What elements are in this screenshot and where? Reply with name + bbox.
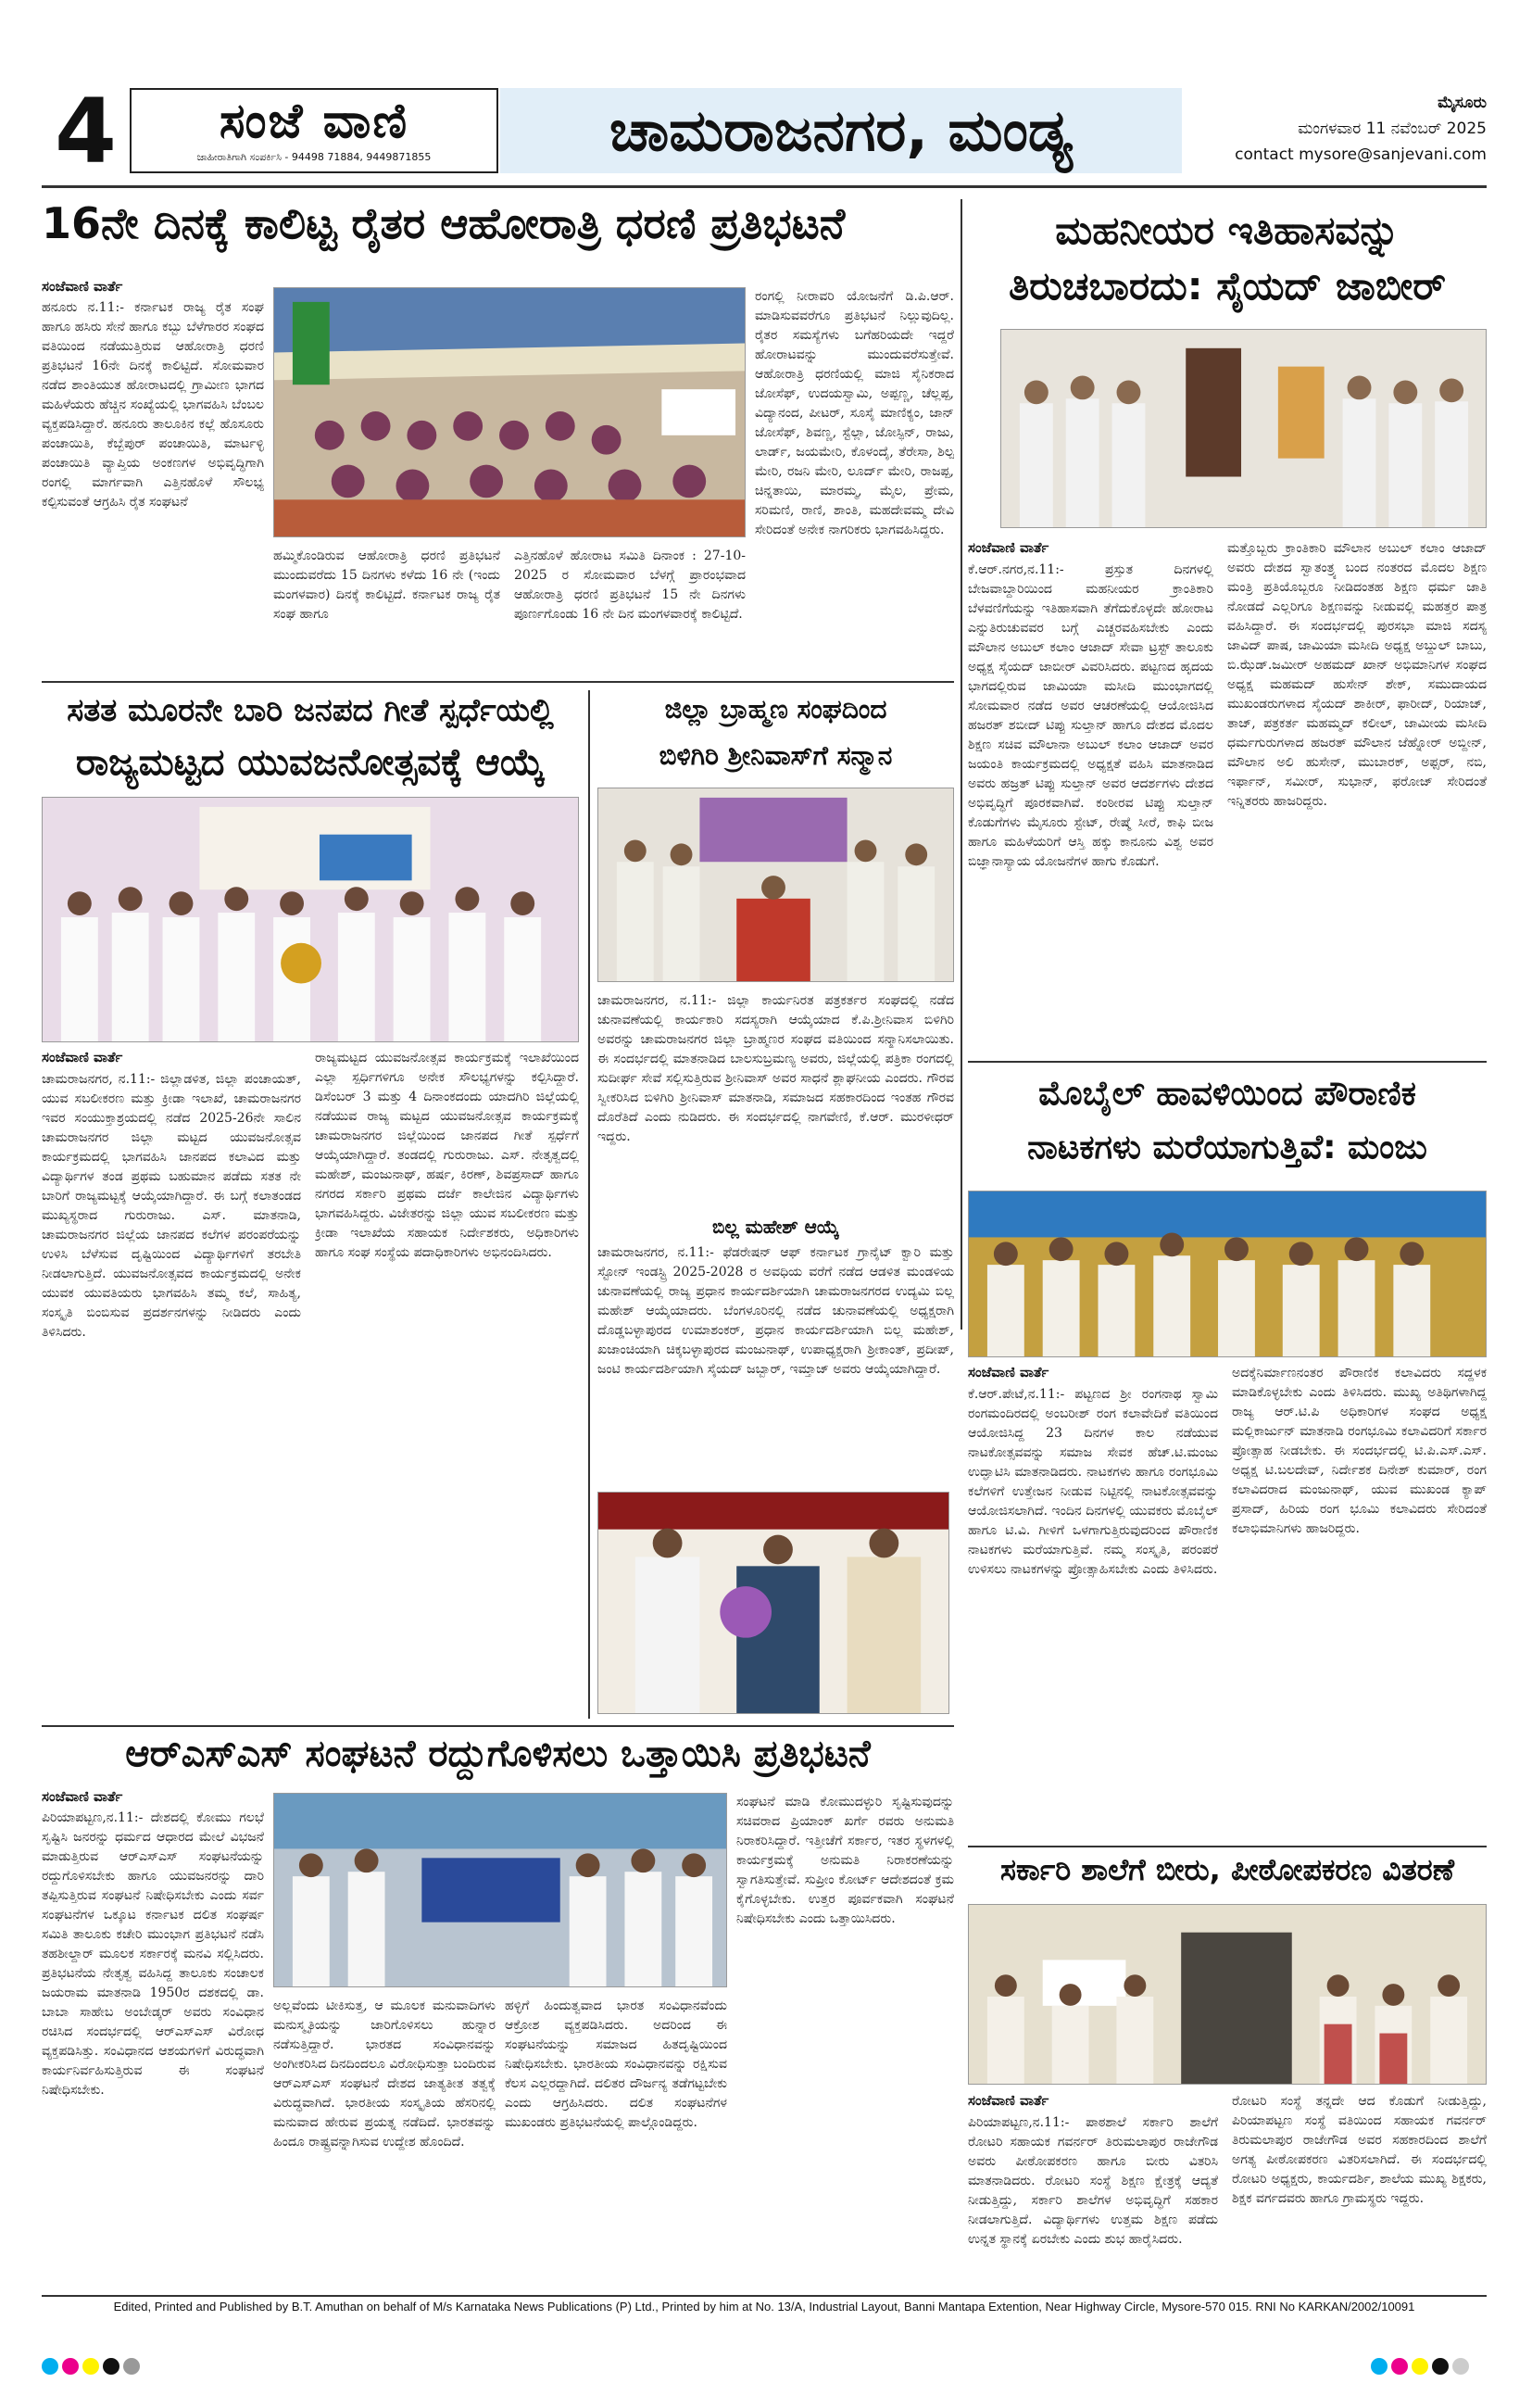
mobile-col2: ಅದಕ್ಕೆನಿರ್ಮಾಣನಂತರ ಪೌರಾಣಿಕ ಕಲಾವಿದರು ಸದ್ದಳಕ ಮಾಡಿಕೊಳ್ಳಬೇಕು ಎಂದು ತಿಳಿಸಿದರು. ಮುಖ್ಯ ಅತಿಥಿಗಳಾಗಿದ್ದ ರಾಜ್ಯ ಆರ್.ಟಿ.ಪಿ ಅಧಿಕಾರಿಗಳ ಸಂಘದ ಅಧ್ಯಕ್ಷ ಮಲ್ಲಿಕಾರ್ಜುನ್ ಮಾತನಾಡಿ ರಂಗಭೂಮಿ ಕಲಾವಿದರಿಗೆ ಸರ್ಕಾರ ಪ್ರೋತ್ಸಾಹ ನೀಡಬೇಕು. ಈ ಸಂದರ್ಭದಲ್ಲಿ ಟಿ.ಪಿ.ಎಸ್.ಎಸ್. ಅಧ್ಯಕ್ಷ ಟಿ.ಬಲದೇವ್, ನಿರ್ದೇಶಕ ದಿನೇಶ್ ಕುಮಾರ್, ರಂಗ ಕಲಾವಿದರಾದ ಮಂಜುನಾಥ್, ಯುವ ಮುಖಂಡ ಕ್ಯಾಪ್ ಪ್ರಸಾದ್, ಹಿರಿಯ ರಂಗ ಭೂಮಿ ಕಲಾವಿದರು ಸೇರಿದಂತೆ ಕಲಾಭಿಮಾನಿಗಳು ಹಾಜರಿದ್ದರು. [1232,1366,1487,1536]
footer-rule [42,2295,1487,2297]
reg-mark [82,2358,99,2375]
mahesh-headline: ಬಿಲ್ಲ ಮಹೇಶ್ ಆಯ್ಕೆ [712,1216,839,1238]
farmers-col4: ರಂಗಲ್ಲಿ ನೀರಾವರಿ ಯೋಜನೆಗೆ ಡಿ.ಪಿ.ಆರ್. ಮಾಡಿಸುವವರೆಗೂ ಪ್ರತಿಭಟನೆ ನಿಲ್ಲುವುದಿಲ್ಲ. ರೈತರ ಸಮಸ್ಯೆಗಳು ಬಗೆಹರಿಯದೇ ಇದ್ದರೆ ಹೋರಾಟವನ್ನು ಮುಂದುವರೆಸುತ್ತೇವೆ. ಆಹೋರಾತ್ರಿ ಧರಣಿಯಲ್ಲಿ ಮಾಜಿ ಸೈನಿಕರಾದ ಜೋಸೆಫ್, ಉದಯಸ್ವಾಮಿ, ಅಪ್ಪಣ್ಣ, ಚೆಲ್ಲಪ್ಪ, ವಿದ್ಯಾನಂದ, ಪೀಟರ್, ಸೂಸೈ ಮಾಣಿಕ್ಯಂ, ಜಾನ್ ಜೋಸೆಫ್, ಶಿವಣ್ಣ, ಸ್ಟೆಲ್ಲಾ, ಜೋಸ್ಫಿನ್, ರಾಜು, ಲಾರ್ಡ್, ಜಯಮೇರಿ, ಕೊಳಂದೈ, ತೆರೇಸಾ, ಶಿಲ್ಪ ಮೇರಿ, ರಜನಿ ಮೇರಿ, ಲೂರ್ದ್ ಮೇರಿ, ರಾಜಪ್ಪ, ಚಿನ್ನತಾಯಿ, ಮಾರಮ್ಮ, ಮೈಲ, ಪ್ರೇಮ, ಸರಿಮಣಿ, ರಾಣಿ, ಶಾಂತಿ, ಮಹದೇವಮ್ಮ ದೇವಿ ಸೇರಿದಂತೆ ಅನೇಕ ನಾಗರಿಕರು ಭಾಗವಹಿಸಿದ್ದರು. [755,289,954,537]
farmers-col3: ಎತ್ತಿನಹೊಳೆ ಹೋರಾಟ ಸಮಿತಿ ದಿನಾಂಕ : 27-10-2025 ರ ಸೋಮವಾರ ಬೆಳಗ್ಗೆ ಪ್ರಾರಂಭವಾದ ಆಹೋರಾತ್ರಿ ಧರಣಿ ಪ್ರತಿಭಟನೆ 15 ನೇ ದಿನಗಳು ಪೂರ್ಣಗೊಂಡು 16 ನೇ ದಿನ ಮಂಗಳವಾರಕ್ಕೆ ಕಾಲಿಟ್ಟಿದೆ. [514,548,746,622]
mobile-col1: ಕೆ.ಆರ್.ಪೇಟೆ,ನ.11:- ಪಟ್ಟಣದ ಶ್ರೀ ರಂಗನಾಥ ಸ್ವಾಮಿ ರಂಗಮಂದಿರದಲ್ಲಿ ಅಂಬರೀಶ್ ರಂಗ ಕಲಾವೇದಿಕೆ ವತಿಯಿಂದ ಆಯೋಜಿಸಿದ್ದ 23 ದಿನಗಳ ಕಾಲ ನಡೆಯುವ ನಾಟಕೋತ್ಸವವನ್ನು ಸಮಾಜ ಸೇವಕ ಹೆಚ್.ಟಿ.ಮಂಜು ಉದ್ಘಾಟಿಸಿ ಮಾತನಾಡಿದರು. ನಾಟಕಗಳು ಹಾಗೂ ರಂಗಭೂಮಿ ಕಲೆಗಳಿಗೆ ಉತ್ತೇಜನ ನೀಡುವ ನಿಟ್ಟಿನಲ್ಲಿ ನಾಟಕೋತ್ಸವವನ್ನು ಆಯೋಜಿಸಲಾಗಿದೆ. ಇಂದಿನ ದಿನಗಳಲ್ಲಿ ಯುವಕರು ಮೊಬೈಲ್ ಹಾಗೂ ಟಿ.ವಿ. ಗೀಳಿಗೆ ಒಳಗಾಗುತ್ತಿರುವುದರಿಂದ ಪೌರಾಣಿಕ ನಾಟಕಗಳು ಮರೆಯಾಗುತ್ತಿವೆ. ನಮ್ಮ ಸಂಸ್ಕೃತಿ, ಪರಂಪರೆ ಉಳಿಸಲು ನಾಟಕಗಳನ್ನು ಪ್ರೋತ್ಸಾಹಿಸಬೇಕು ಎಂದು ತಿಳಿಸಿದರು. [968,1387,1218,1577]
reg-mark [1391,2358,1408,2375]
section-rule-3 [42,1725,954,1727]
mobile-byline: ಸಂಜೆವಾಣಿ ವಾರ್ತೆ [968,1364,1049,1381]
syed-headline-2: ತಿರುಚಬಾರದು: ಸೈಯದ್ ಜಾಬೀರ್ [1008,263,1447,309]
reg-mark [42,2358,58,2375]
mahesh-body: ಚಾಮರಾಜನಗರ, ನ.11:- ಫೆಡರೇಷನ್ ಆಫ್ ಕರ್ನಾಟಕ ಗ್ರಾನೈಟ್ ಕ್ವಾರಿ ಮತ್ತು ಸ್ಟೋನ್ ಇಂಡಸ್ಟ್ರಿ 2025-2028 ರ ಅವಧಿಯ ವರೆಗೆ ನಡೆದ ಆಡಳಿತ ಮಂಡಳಿಯ ಚುನಾವಣೆಯಲ್ಲಿ ರಾಜ್ಯ ಪ್ರಧಾನ ಕಾರ್ಯದರ್ಶಿಯಾಗಿ ಚಾಮರಾಜನಗರದ ಉದ್ಯಮಿ ಬಿಲ್ಲ ಮಹೇಶ್ ಆಯ್ಕೆಯಾದರು. ಬೆಂಗಳೂರಿನಲ್ಲಿ ನಡೆದ ಚುನಾವಣೆಯಲ್ಲಿ ಅಧ್ಯಕ್ಷರಾಗಿ ದೊಡ್ಡಬಳ್ಳಾಪುರದ ಉಮಾಶಂಕರ್, ಪ್ರಧಾನ ಕಾರ್ಯದರ್ಶಿಯಾಗಿ ಬಿಲ್ಲ ಮಹೇಶ್, ಖಜಾಂಚಿಯಾಗಿ ಚಿಕ್ಕಬಳ್ಳಾಪುರದ ಮಂಜುನಾಥ್, ಉಪಾಧ್ಯಕ್ಷರಾಗಿ ಶ್ರೀಕಾಂತ್, ಪ್ರದೀಪ್, ಜಂಟಿ ಕಾರ್ಯದರ್ಶಿಯಾಗಿ ಸೈಯದ್ ಜಬ್ಬಾರ್, ಇಮ್ತಾಜ್ ಅವರು ಆಯ್ಕೆಯಾಗಿದ್ದಾರೆ. [597,1245,954,1377]
syed-byline: ಸಂಜೆವಾಣಿ ವಾರ್ತೆ [968,539,1049,556]
rss-col2: ಅಲ್ಲವೆಂದು ಟೀಕಿಸುತ್ತ, ಆ ಮೂಲಕ ಮನುವಾದಿಗಳು ಮನುಸ್ಮೃತಿಯನ್ನು ಜಾರಿಗೊಳಿಸಲು ಹುನ್ನಾರ ನಡೆಸುತ್ತಿದ್ದಾರೆ. ಭಾರತದ ಸಂವಿಧಾನವನ್ನು ಅಂಗೀಕರಿಸಿದ ದಿನದಿಂದಲೂ ವಿರೋಧಿಸುತ್ತಾ ಬಂದಿರುವ ಆರ್‌ಎಸ್‌ಎಸ್ ಸಂಘಟನೆ ದೇಶದ ಜಾತ್ಯತೀತ ತತ್ವಕ್ಕೆ ವಿರುದ್ಧವಾಗಿದೆ. ಭಾರತೀಯ ಸಂಸ್ಕೃತಿಯ ಹೆಸರಿನಲ್ಲಿ ಮನುವಾದ ಹೇರುವ ಪ್ರಯತ್ನ ನಡೆದಿದೆ. ಭಾರತವನ್ನು ಹಿಂದೂ ರಾಷ್ಟ್ರವನ್ನಾಗಿಸುವ ಉದ್ದೇಶ ಹೊಂದಿದೆ. [273,1998,496,2150]
column-divider-2 [588,690,590,1719]
mobile-photo [968,1191,1487,1357]
syed-headline-1: ಮಹನೀಯರ ಇತಿಹಾಸವನ್ನು [1055,208,1400,253]
school-col2: ರೋಟರಿ ಸಂಸ್ಥೆ ತನ್ನದೇ ಆದ ಕೊಡುಗೆ ನೀಡುತ್ತಿದ್ದು, ಪಿರಿಯಾಪಟ್ಟಣ ಸಂಸ್ಥೆ ವತಿಯಿಂದ ಸಹಾಯಕ ಗವರ್ನರ್ ತಿರುಮಲಾಪುರ ರಾಜೇಗೌಡ ಅವರ ಸಹಕಾರದಿಂದ ಶಾಲೆಗೆ ಅಗತ್ಯ ಪೀಠೋಪಕರಣ ವಿತರಿಸಲಾಗಿದೆ. ಈ ಸಂದರ್ಭದಲ್ಲಿ ರೋಟರಿ ಅಧ್ಯಕ್ಷರು, ಕಾರ್ಯದರ್ಶಿ, ಶಾಲೆಯ ಮುಖ್ಯ ಶಿಕ್ಷಕರು, ಶಿಕ್ಷಕ ವರ್ಗದವರು ಹಾಗೂ ಗ್ರಾಮಸ್ಥರು ಇದ್ದರು. [1232,2094,1487,2206]
reg-mark [1432,2358,1449,2375]
syed-photo [1000,329,1487,528]
page-number: 4 [55,80,117,183]
farmers-byline: ಸಂಜೆವಾಣಿ ವಾರ್ತೆ [42,278,123,295]
brahmin-body: ಚಾಮರಾಜನಗರ, ನ.11:- ಜಿಲ್ಲಾ ಕಾರ್ಯನಿರತ ಪತ್ರಕರ್ತರ ಸಂಘದಲ್ಲಿ ನಡೆದ ಚುನಾವಣೆಯಲ್ಲಿ ಕಾರ್ಯಕಾರಿ ಸದಸ್ಯರಾಗಿ ಆಯ್ಕೆಯಾದ ಕೆ.ಪಿ.ಶ್ರೀನಿವಾಸ ಬಿಳಿಗಿರಿ ಅವರನ್ನು ಚಾಮರಾಜನಗರ ಜಿಲ್ಲಾ ಬ್ರಾಹ್ಮಣರ ಸಂಘದ ವತಿಯಿಂದ ಸನ್ಮಾನಿಸಲಾಯಿತು. ಈ ಸಂದರ್ಭದಲ್ಲಿ ಮಾತನಾಡಿದ ಬಾಲಸುಬ್ರಮಣ್ಯ ಅವರು, ಜಿಲ್ಲೆಯಲ್ಲಿ ಪತ್ರಿಕಾ ರಂಗದಲ್ಲಿ ಸುದೀರ್ಘ ಸೇವೆ ಸಲ್ಲಿಸುತ್ತಿರುವ ಶ್ರೀನಿವಾಸ್ ಅವರ ಸಾಧನೆ ಶ್ಲಾಘನೀಯ ಎಂದರು. ಗೌರವ ಸ್ವೀಕರಿಸಿದ ಬಿಳಿಗಿರಿ ಶ್ರೀನಿವಾಸ್ ಮಾತನಾಡಿ, ಸಮಾಜದ ಸಹಕಾರದಿಂದ ಇಂತಹ ಗೌರವ ದೊರೆತಿದೆ ಎಂದು ನುಡಿದರು. ಈ ಸಂದರ್ಭದಲ್ಲಿ ನಾಗವೇಣಿ, ಕೆ.ಆರ್. ಮುರಳೀಧರ್ ಇದ್ದರು. [597,993,954,1144]
mobile-headline-1: ಮೊಬೈಲ್ ಹಾವಳಿಯಿಂದ ಪೌರಾಣಿಕ [1038,1075,1416,1113]
registration-marks-left [42,2358,144,2378]
rss-headline: ಆರ್‌ಎಸ್‌ಎಸ್ ಸಂಘಟನೆ ರದ್ದುಗೊಳಿಸಲು ಒತ್ತಾಯಿಸಿ ಪ್ರತಿಭಟನೆ [125,1733,871,1775]
header-rule [42,185,1487,188]
folk-photo [42,797,579,1042]
masthead [130,88,498,173]
folk-headline-1: ಸತತ ಮೂರನೇ ಬಾರಿ ಜನಪದ ಗೀತೆ ಸ್ಪರ್ಧೆಯಲ್ಲಿ [67,692,554,729]
folk-headline-2: ರಾಜ್ಯಮಟ್ಟದ ಯುವಜನೋತ್ಸವಕ್ಕೆ ಆಯ್ಕೆ [75,741,546,784]
ad-contact: ಜಾಹೀರಾತಿಗಾಗಿ ಸಂಪರ್ಕಿಸಿ - 94498 71884, 9449871855 [196,151,432,163]
mahesh-photo [597,1492,949,1714]
school-byline: ಸಂಜೆವಾಣಿ ವಾರ್ತೆ [968,2092,1049,2109]
footer-imprint: Edited, Printed and Published by B.T. Amuthan on behalf of M/s Karnataka News Publications (P) Ltd., Printed by him at No. 13/A, Industrial Layout, Banni Mantapa Extention, Near Highway Circle, Mysore-570 015. RNI No KARKAN/2002/10091 [113,2300,1415,2313]
section-rule-4 [968,1846,1487,1847]
reg-mark [1371,2358,1388,2375]
reg-mark [62,2358,79,2375]
farmers-headline: 16ನೇ ದಿನಕ್ಕೆ ಕಾಲಿಟ್ಟ ರೈತರ ಆಹೋರಾತ್ರಿ ಧರಣಿ ಪ್ರತಿಭಟನೆ [42,198,846,248]
farmers-col2: ಹಮ್ಮಿಕೊಂಡಿರುವ ಆಹೋರಾತ್ರಿ ಧರಣಿ ಪ್ರತಿಭಟನೆ ಮುಂದುವರೆದು 15 ದಿನಗಳು ಕಳೆದು 16 ನೇ (ಇಂದು ಮಂಗಳವಾರ) ದಿನಕ್ಕೆ ಕಾಲಿಟ್ಟಿದೆ. ಕರ್ನಾಟಕ ರಾಜ್ಯ ರೈತ ಸಂಘ ಹಾಗೂ [273,548,500,622]
syed-col1: ಕೆ.ಆರ್.ನಗರ,ನ.11:- ಪ್ರಸ್ತುತ ದಿನಗಳಲ್ಲಿ ಬೇಜವಾಬ್ದಾರಿಯಿಂದ ಮಹನೀಯರ ಕ್ರಾಂತಿಕಾರಿ ಬೆಳವಣಿಗೆಯನ್ನು ಇತಿಹಾಸವಾಗಿ ತೆಗೆದುಕೊಳ್ಳದೇ ಹೋರಾಟ ಎನ್ನುತಿರುಚುವವರ ಬಗ್ಗೆ ಎಚ್ಚರವಹಿಸಬೇಕು ಎಂದು ಮೌಲಾನ ಅಬುಲ್ ಕಲಾಂ ಆಜಾದ್ ಸೇವಾ ಟ್ರಸ್ಟ್ ತಾಲೂಕು ಅಧ್ಯಕ್ಷ ಸೈಯದ್ ಜಾಬೀರ್ ವಿವರಿಸಿದರು. ಪಟ್ಟಣದ ಹೃದಯ ಭಾಗದಲ್ಲಿರುವ ಜಾಮಿಯಾ ಮಸೀದಿ ಮುಂಭಾಗದಲ್ಲಿ ಸೋಮವಾರ ನಡೆದ ಅವರ ಆಚರಣೆಯಲ್ಲಿ ಆಯೋಜಿಸಿದ ಹಜರತ್ ಶಬೀದ್ ಟಿಪ್ಪು ಸುಲ್ತಾನ್ ಹಾಗೂ ದೇಶದ ಮೊದಲ ಶಿಕ್ಷಣ ಸಚಿವ ಮೌಲಾನಾ ಅಬುಲ್ ಕಲಾಂ ಆಜಾದ್ ಅವರ ಜಯಂತಿ ಕಾರ್ಯಕ್ರಮದಲ್ಲಿ ಅಧ್ಯಕ್ಷತೆ ವಹಿಸಿ ಮಾತನಾಡಿದ ಅವರು ಹಜ್ರತ್ ಟಿಪ್ಪು ಸುಲ್ತಾನ್ ಅವರ ಆದರ್ಶಗಳು ದೇಶದ ಅಭಿವೃದ್ಧಿಗೆ ಪೂರಕವಾಗಿವೆ. ಕಂಠೀರವ ಟಿಪ್ಪು ಸುಲ್ತಾನ್ ಕೊಡುಗೆಗಳು ಮೈಸೂರು ಸ್ಟೇಟ್, ರೇಷ್ಮೆ ಸೀರೆ, ಕಾಫಿ ಬೀಜ ಹಾಗೂ ಮಹಿಳೆಯರಿಗೆ ಆಸ್ತಿ ಹಕ್ಕು ಕಾನೂನು ವಿಶ್ವ ಅವರ ಬಿಜ್ಞಾನಾಸ್ಯಾಯ ಯೋಜನೆಗಳ ಹಾಗು ಕೊಡುಗೆ. [968,562,1213,869]
school-photo [968,1904,1487,2085]
date: ಮಂಗಳವಾರ 11 ನವೆಂಬರ್ 2025 [1298,120,1487,138]
farmers-col1: ಹನೂರು ನ.11:- ಕರ್ನಾಟಕ ರಾಜ್ಯ ರೈತ ಸಂಘ ಹಾಗೂ ಹಸಿರು ಸೇನೆ ಹಾಗೂ ಕಬ್ಬು ಬೆಳೆಗಾರರ ಸಂಘದ ವತಿಯಿಂದ ನಡೆಯುತ್ತಿರುವ ಆಹೋರಾತ್ರಿ ಧರಣಿ ಪ್ರತಿಭಟನೆ 16ನೇ ದಿನಕ್ಕೆ ಕಾಲಿಟ್ಟಿದೆ. ಸೋಮವಾರ ನಡೆದ ಶಾಂತಿಯುತ ಹೋರಾಟದಲ್ಲಿ ಗ್ರಾಮೀಣ ಭಾಗದ ಮಹಿಳೆಯರು ಹೆಚ್ಚಿನ ಸಂಖ್ಯೆಯಲ್ಲಿ ಭಾಗವಹಿಸಿ ಬೆಂಬಲ ವ್ಯಕ್ತಪಡಿಸಿದ್ದಾರೆ. ಹನೂರು ತಾಲೂಕಿನ ಕಲ್ಲೆ ಹೊಸೂರು ಪಂಚಾಯಿತಿ, ಕೆಬ್ಬೆಪುರ್ ಪಂಚಾಯಿತಿ, ಮಾರ್ಟಳ್ಳಿ ಪಂಚಾಯಿತಿ ವ್ಯಾಪ್ತಿಯ ಅಂಕಣಗಳ ಅಭಿವೃದ್ಧಿಗಾಗಿ ರಂಗಲ್ಲಿ ಮಾರ್ಗವಾಗಿ ಎತ್ತಿನಹೊಳೆ ಸೌಲಭ್ಯ ಕಲ್ಪಿಸುವಂತೆ ಆಗ್ರಹಿಸಿ ರೈತ ಸಂಘಟನೆ [42,300,264,510]
mobile-headline-2: ನಾಟಕಗಳು ಮರೆಯಾಗುತ್ತಿವೆ: ಮಂಜು [1027,1128,1427,1166]
reg-mark [123,2358,140,2375]
folk-byline: ಸಂಜೆವಾಣಿ ವಾರ್ತೆ [42,1049,123,1065]
rss-photo [273,1793,727,1987]
column-divider [961,199,962,1330]
registration-marks-right [1371,2358,1473,2378]
folk-col1: ಚಾಮರಾಜನಗರ, ನ.11:- ಜಿಲ್ಲಾಡಳಿತ, ಜಿಲ್ಲಾ ಪಂಚಾಯತ್, ಯುವ ಸಬಲೀಕರಣ ಮತ್ತು ಕ್ರೀಡಾ ಇಲಾಖೆ, ಚಾಮರಾಜನಗರ ಇವರ ಸಂಯುಕ್ತಾಶ್ರಯದಲ್ಲಿ ನಡೆದ 2025-26ನೇ ಸಾಲಿನ ಚಾಮರಾಜನಗರ ಜಿಲ್ಲಾ ಮಟ್ಟದ ಯುವಜನೋತ್ಸವ ಕಾರ್ಯಕ್ರಮದಲ್ಲಿ ಭಾಗವಹಿಸಿ ಜಾನಪದ ಕಲಾವಿದ ಮತ್ತು ವಿದ್ಯಾರ್ಥಿಗಳ ತಂಡ ಪ್ರಥಮ ಬಹುಮಾನ ಪಡೆದು ಸತತ ನೇ ಬಾರಿಗೆ ರಾಜ್ಯಮಟ್ಟಕ್ಕೆ ಆಯ್ಕೆಯಾಗಿದ್ದಾರೆ. ಈ ಬಗ್ಗೆ ಕಲಾತಂಡದ ಮುಖ್ಯಸ್ಥರಾದ ಗುರುರಾಜು. ಎಸ್. ಮಾತನಾಡಿ, ಚಾಮರಾಜನಗರ ಜಿಲ್ಲೆಯ ಜಾನಪದ ಕಲೆಗಳ ಪರಂಪರೆಯನ್ನು ಉಳಿಸಿ ಬೆಳೆಸುವ ದೃಷ್ಟಿಯಿಂದ ವಿದ್ಯಾರ್ಥಿಗಳಿಗೆ ತರಬೇತಿ ನೀಡಲಾಗುತ್ತಿದೆ. ಯುವಜನೋತ್ಸವದ ಕಾರ್ಯಕ್ರಮದಲ್ಲಿ ಅನೇಕ ಯುವಕ ಯುವತಿಯರು ಭಾಗವಹಿಸಿ ತಮ್ಮ ಕಲೆ, ಸಾಹಿತ್ಯ, ಸಂಸ್ಕೃತಿ ಬಿಂಬಿಸುವ ಪ್ರದರ್ಶನಗಳನ್ನು ನೀಡಿದರು ಎಂದು ತಿಳಿಸಿದರು. [42,1072,301,1340]
school-col1: ಪಿರಿಯಾಪಟ್ಟಣ,ನ.11:- ಪಾಠಶಾಲೆ ಸರ್ಕಾರಿ ಶಾಲೆಗೆ ರೋಟರಿ ಸಹಾಯಕ ಗವರ್ನರ್ ತಿರುಮಲಾಪುರ ರಾಜೇಗೌಡ ಅವರು ಪೀಠೋಪಕರಣ ಹಾಗೂ ಬೀರು ವಿತರಿಸಿ ಮಾತನಾಡಿದರು. ರೋಟರಿ ಸಂಸ್ಥೆ ಶಿಕ್ಷಣ ಕ್ಷೇತ್ರಕ್ಕೆ ಆದ್ಯತೆ ನೀಡುತ್ತಿದ್ದು, ಸರ್ಕಾರಿ ಶಾಲೆಗಳ ಅಭಿವೃದ್ಧಿಗೆ ಸಹಕಾರ ನೀಡಲಾಗುತ್ತಿದೆ. ವಿದ್ಯಾರ್ಥಿಗಳು ಉತ್ತಮ ಶಿಕ್ಷಣ ಪಡೆದು ಉನ್ನತ ಸ್ಥಾನಕ್ಕೆ ಏರಬೇಕು ಎಂದು ಶುಭ ಹಾರೈಸಿದರು. [968,2115,1218,2247]
brahmin-headline-2: ಬಿಳಿಗಿರಿ ಶ್ರೀನಿವಾಸ್‌ಗೆ ಸನ್ಮಾನ [659,740,893,771]
farmers-photo [273,287,746,537]
brahmin-photo [597,788,954,982]
rss-col1: ಪಿರಿಯಾಪಟ್ಟಣ,ನ.11:- ದೇಶದಲ್ಲಿ ಕೋಮು ಗಲಭೆ ಸೃಷ್ಟಿಸಿ ಜನರನ್ನು ಧರ್ಮದ ಆಧಾರದ ಮೇಲೆ ವಿಭಜನೆ ಮಾಡುತ್ತಿರುವ ಆರ್‌ಎಸ್‌ಎಸ್ ಸಂಘಟನೆಯನ್ನು ರದ್ದುಗೊಳಿಸಬೇಕು ಹಾಗೂ ಯುವಜನರನ್ನು ದಾರಿ ತಪ್ಪಿಸುತ್ತಿರುವ ಸಂಘಟನೆ ನಿಷೇಧಿಸಬೇಕು ಎಂದು ಸರ್ವ ಸಂಘಟನೆಗಳ ಒಕ್ಕೂಟ ಕರ್ನಾಟಕ ದಲಿತ ಸಂಘರ್ಷ ಸಮಿತಿ ತಾಲೂಕು ಕಚೇರಿ ಮುಂಭಾಗ ಪ್ರತಿಭಟನೆ ನಡೆಸಿ ತಹಶೀಲ್ದಾರ್ ಮೂಲಕ ಸರ್ಕಾರಕ್ಕೆ ಮನವಿ ಸಲ್ಲಿಸಿದರು. ಪ್ರತಿಭಟನೆಯ ನೇತೃತ್ವ ವಹಿಸಿದ್ದ ತಾಲೂಕು ಸಂಚಾಲಕ ಜಯರಾಮ ಮಾತನಾಡಿ 1950ರ ದಶಕದಲ್ಲಿ ಡಾ. ಬಾಬಾ ಸಾಹೇಬ ಅಂಬೇಡ್ಕರ್ ಅವರು ಸಂವಿಧಾನ ರಚಿಸಿದ ಸಂದರ್ಭದಲ್ಲಿ ಆರ್‌ಎಸ್‌ಎಸ್ ವಿರೋಧ ವ್ಯಕ್ತಪಡಿಸಿತ್ತು. ಸಂವಿಧಾನದ ಆಶಯಗಳಿಗೆ ವಿರುದ್ಧವಾಗಿ ಕಾರ್ಯನಿರ್ವಹಿಸುತ್ತಿರುವ ಈ ಸಂಘಟನೆ ನಿಷೇಧಿಸಬೇಕು. [42,1810,264,2098]
rss-byline: ಸಂಜೆವಾಣಿ ವಾರ್ತೆ [42,1788,123,1805]
folk-col2: ರಾಜ್ಯಮಟ್ಟದ ಯುವಜನೋತ್ಸವ ಕಾರ್ಯಕ್ರಮಕ್ಕೆ ಇಲಾಖೆಯಿಂದ ಎಲ್ಲಾ ಸ್ಪರ್ಧಿಗಳಿಗೂ ಅನೇಕ ಸೌಲಭ್ಯಗಳನ್ನು ಕಲ್ಪಿಸಿದ್ದಾರೆ. ಡಿಸೆಂಬರ್ 3 ಮತ್ತು 4 ದಿನಾಂಕದಂದು ಯಾದಗಿರಿ ಜಿಲ್ಲೆಯಲ್ಲಿ ನಡೆಯುವ ರಾಜ್ಯ ಮಟ್ಟದ ಯುವಜನೋತ್ಸವ ಕಾರ್ಯಕ್ರಮಕ್ಕೆ ಚಾಮರಾಜನಗರ ಜಿಲ್ಲೆಯಿಂದ ಜಾನಪದ ಗೀತೆ ಸ್ಪರ್ಧೆಗೆ ಆಯ್ಕೆಯಾಗಿದ್ದಾರೆ. ತಂಡದಲ್ಲಿ ಗುರುರಾಜು. ಎಸ್. ನೇತೃತ್ವದಲ್ಲಿ ಮಹೇಶ್, ಮಂಜುನಾಥ್, ಹರ್ಷ, ಕಿರಣ್, ಶಿವಪ್ರಸಾದ್ ಹಾಗೂ ನಗರದ ಸರ್ಕಾರಿ ಪ್ರಥಮ ದರ್ಜೆ ಕಾಲೇಜಿನ ವಿದ್ಯಾರ್ಥಿಗಳು ಭಾಗವಹಿಸಿದ್ದರು. ವಿಜೇತರನ್ನು ಜಿಲ್ಲಾ ಯುವ ಸಬಲೀಕರಣ ಮತ್ತು ಕ್ರೀಡಾ ಇಲಾಖೆಯ ಸಹಾಯಕ ನಿರ್ದೇಶಕರು, ಅಧಿಕಾರಿಗಳು ಹಾಗೂ ಸಂಘ ಸಂಸ್ಥೆಯ ಪದಾಧಿಕಾರಿಗಳು ಅಭಿನಂದಿಸಿದರು. [315,1051,579,1260]
section-rule-2 [968,1061,1487,1063]
newspaper-logo: ಸಂಜೆ ವಾಣಿ [219,94,409,149]
brahmin-headline-1: ಜಿಲ್ಲಾ ಬ್ರಾಹ್ಮಣ ಸಂಘದಿಂದ [664,694,887,725]
syed-col2: ಮತ್ತೊಬ್ಬರು ಕ್ರಾಂತಿಕಾರಿ ಮೌಲಾನ ಅಬುಲ್ ಕಲಾಂ ಆಜಾದ್ ಅವರು ದೇಶದ ಸ್ವಾತಂತ್ರ್ಯ ಬಂದ ನಂತರದ ಮೊದಲ ಶಿಕ್ಷಣ ಮಂತ್ರಿ ಪ್ರತಿಯೊಬ್ಬರೂ ನೀಡಿದಂತಹ ಶಿಕ್ಷಣ ಧರ್ಮ ಜಾತಿ ನೋಡದೆ ಎಲ್ಲರಿಗೂ ಶಿಕ್ಷಣವನ್ನು ನೀಡುವಲ್ಲಿ ಮಹತ್ತರ ಪಾತ್ರ ವಹಿಸಿದ್ದಾರೆ. ಈ ಸಂದರ್ಭದಲ್ಲಿ ಪುರಸಭಾ ಮಾಜಿ ಸದಸ್ಯ ಜಾವಿದ್ ಪಾಷ, ಜಾಮಿಯಾ ಮಸೀದಿ ಅಧ್ಯಕ್ಷ ಅಬ್ದುಲ್ ಬಾಬು, ಬಿ.ಝೆಡ್.ಜಮೀರ್ ಅಹಮದ್ ಖಾನ್ ಅಭಿಮಾನಿಗಳ ಸಂಘದ ಅಧ್ಯಕ್ಷ ಮಹಮದ್ ಹುಸೇನ್ ಶೇಕ್, ಸಮುದಾಯದ ಮುಖಂಡರುಗಳಾದ ಸೈಯದ್ ಶಾಕೀರ್, ಫಾರೀದ್, ರಿಯಾಜ್, ತಾಜ್, ಪತ್ರಕರ್ತ ಮಹಮ್ಮದ್ ಕಲೀಲ್, ಜಾಮೀಯ ಮಸೀದಿ ಧರ್ಮಗುರುಗಳಾದ ಹಜರತ್ ಮೌಲಾನ ಜೆಹ್ನೋರ್ ಅಬ್ದೀನ್, ಮೌಲಾನ ಅಲಿ ಹುಸೇನ್, ಮುಬಾರಕ್, ಅಫ್ಸರ್, ನಬಿ, ಇರ್ಫಾನ್, ಸಮೀರ್, ಸುಭಾನ್, ಫರೋಜ್ ಸೇರಿದಂತೆ ಇನ್ನಿತರರು ಹಾಜರಿದ್ದರು. [1227,541,1487,809]
reg-mark [103,2358,119,2375]
reg-mark [1452,2358,1469,2375]
rss-col3: ಹಳ್ಳಿಗೆ ಹಿಂದುತ್ವವಾದ ಭಾರತ ಸಂವಿಧಾನವೆಂದು ಆಕ್ರೋಶ ವ್ಯಕ್ತಪಡಿಸಿದರು. ಅದರಿಂದ ಈ ಸಂಘಟನೆಯನ್ನು ಸಮಾಜದ ಹಿತದೃಷ್ಟಿಯಿಂದ ನಿಷೇಧಿಸಬೇಕು. ಭಾರತೀಯ ಸಂವಿಧಾನವನ್ನು ರಕ್ಷಿಸುವ ಕೆಲಸ ಎಲ್ಲರದ್ದಾಗಿದೆ. ದಲಿತರ ದೌರ್ಜನ್ಯ ತಡೆಗಟ್ಟಬೇಕು ಎಂದು ಆಗ್ರಹಿಸಿದರು. ದಲಿತ ಸಂಘಟನೆಗಳ ಮುಖಂಡರು ಪ್ರತಿಭಟನೆಯಲ್ಲಿ ಪಾಲ್ಗೊಂಡಿದ್ದರು. [505,1998,727,2130]
school-headline: ಸರ್ಕಾರಿ ಶಾಲೆಗೆ ಬೀರು, ಪೀಠೋಪಕರಣ ವಿತರಣೆ [999,1852,1455,1887]
date-block [1186,88,1487,173]
reg-mark [1412,2358,1428,2375]
contact-email: contact mysore@sanjevani.com [1235,145,1487,164]
section-rule [42,681,954,683]
rss-col4: ಸಂಘಟನೆ ಮಾಡಿ ಕೋಮುದಳ್ಳುರಿ ಸೃಷ್ಟಿಸುವುದನ್ನು ಸಚಿವರಾದ ಪ್ರಿಯಾಂಕ್ ಖರ್ಗೆ ರವರು ಅನುಮತಿ ನಿರಾಕರಿಸಿದ್ದಾರೆ. ಇತ್ತೀಚೆಗೆ ಸರ್ಕಾರ, ಇತರ ಸ್ಥಳಗಳಲ್ಲಿ ಕಾರ್ಯಕ್ರಮಕ್ಕೆ ಅನುಮತಿ ನಿರಾಕರಣೆಯನ್ನು ಸ್ವಾಗತಿಸುತ್ತೇವೆ. ಸುಪ್ರೀಂ ಕೋರ್ಟ್ ಆದೇಶದಂತೆ ಕ್ರಮ ಕೈಗೊಳ್ಳಬೇಕು. ಉತ್ತರ ಪೂರ್ವಕವಾಗಿ ಸಂಘಟನೆ ನಿಷೇಧಿಸಬೇಕು ಎಂದು ಒತ್ತಾಯಿಸಿದರು. [736,1795,954,1926]
city: ಮೈಸೂರು [1438,94,1487,112]
edition-title: ಚಾಮರಾಜನಗರ, ಮಂಡ್ಯ [500,88,1182,173]
